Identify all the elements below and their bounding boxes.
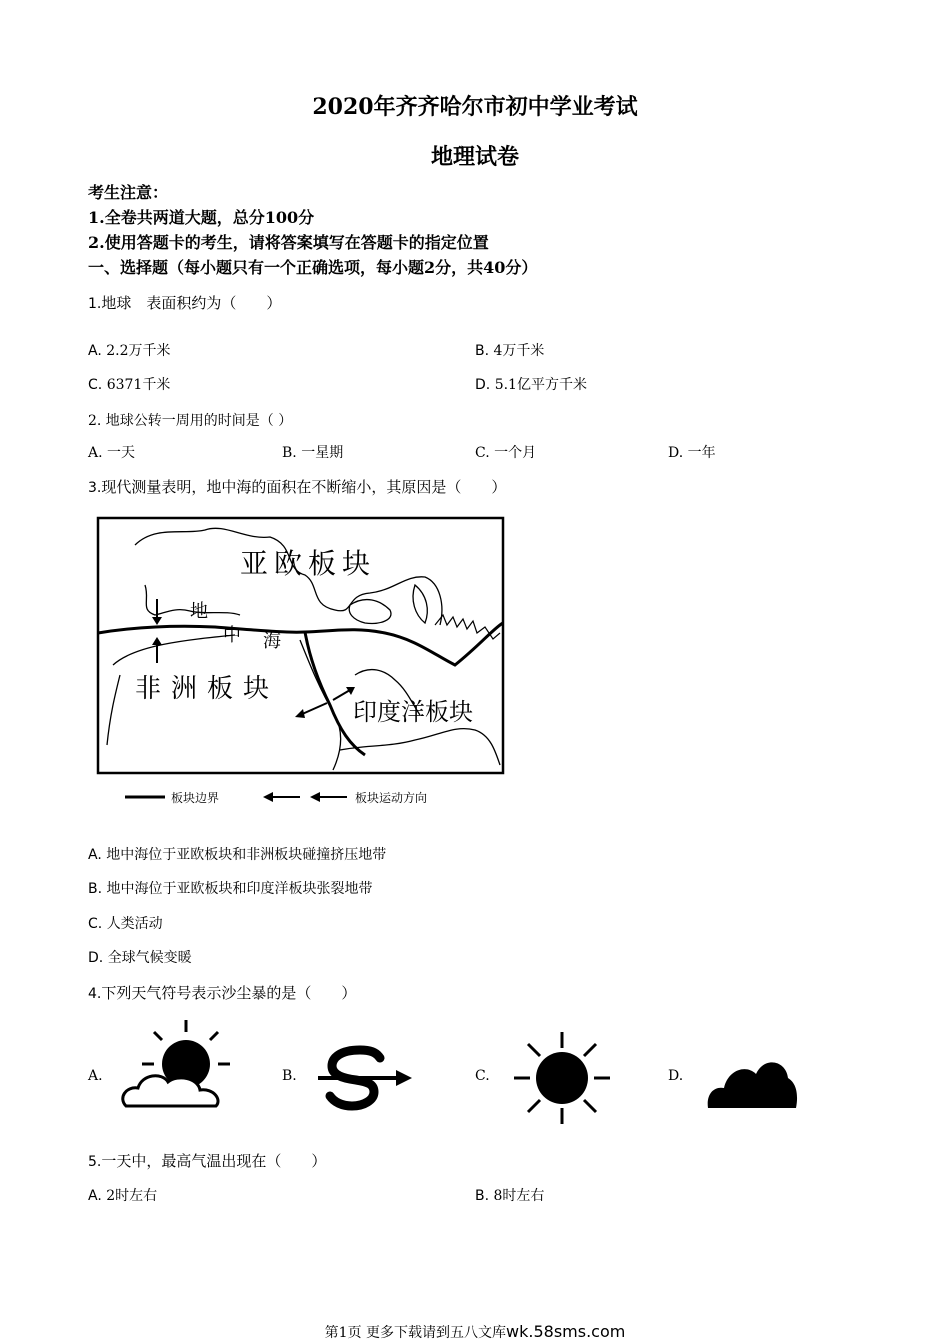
section-heading: 一、选择题（每小题只有一个正确选项，每小题2分，共40分） — [88, 258, 538, 277]
q4-option-c-label[interactable]: C. — [475, 1068, 490, 1084]
label-med-1: 地 — [190, 601, 208, 622]
exam-title: 2020年齐齐哈尔市初中学业考试 — [312, 94, 638, 120]
q1-option-c[interactable]: C. 6371千米 — [88, 377, 171, 393]
question-4 — [88, 982, 356, 1003]
sandstorm-icon[interactable] — [316, 1044, 412, 1116]
question-4-text: 下列天气符号表示沙尘暴的是（ ） — [101, 984, 357, 1002]
question-1-number: 1. — [88, 296, 102, 312]
legend-arrow-1-head — [263, 792, 273, 802]
question-3 — [88, 476, 506, 497]
label-eurasian-plate: 亚欧板块 — [240, 547, 377, 580]
footer-site-link[interactable]: wk.58sms.com — [506, 1322, 626, 1341]
q4-option-b-label[interactable]: B. — [282, 1068, 297, 1084]
label-med-3: 海 — [263, 631, 281, 652]
question-5-text: 一天中，最高气温出现在（ ） — [101, 1152, 327, 1170]
question-5 — [88, 1150, 326, 1171]
legend-arrow-2-head — [310, 792, 320, 802]
notice-line-2: 2.使用答题卡的考生，请将答案填写在答题卡的指定位置 — [88, 233, 489, 252]
cloudy-icon[interactable] — [706, 1050, 798, 1110]
sunny-icon[interactable] — [512, 1030, 612, 1126]
q5-option-a[interactable]: A. 2时左右 — [88, 1188, 158, 1204]
notice-line-1: 1.全卷共两道大题，总分100分 — [88, 208, 315, 227]
question-1-text: 地球 表面积约为（ ） — [101, 294, 282, 312]
q5-option-b[interactable]: B. 8时左右 — [475, 1188, 545, 1204]
q2-option-a[interactable]: A. 一天 — [88, 445, 136, 461]
q2-option-b[interactable]: B. 一星期 — [282, 445, 344, 461]
legend-motion-text: 板块运动方向 — [355, 791, 428, 805]
q2-option-c[interactable]: C. 一个月 — [475, 445, 537, 461]
q1-option-a[interactable]: A. 2.2万千米 — [88, 343, 171, 359]
page-footer — [0, 1322, 950, 1342]
label-med-2: 中 — [223, 625, 241, 646]
label-african-plate: 非洲板块 — [135, 674, 280, 704]
q3-option-d[interactable]: D. 全球气候变暖 — [88, 950, 192, 966]
q3-option-c[interactable]: C. 人类活动 — [88, 916, 163, 932]
legend-boundary-text: 板块边界 — [171, 791, 220, 805]
partly-cloudy-icon[interactable] — [118, 1018, 230, 1112]
q1-option-d[interactable]: D. 5.1亿平方千米 — [475, 377, 587, 393]
q1-option-b[interactable]: B. 4万千米 — [475, 343, 545, 359]
q4-option-a-label[interactable]: A. — [88, 1068, 103, 1084]
q3-option-a[interactable]: A. 地中海位于亚欧板块和非洲板块碰撞挤压地带 — [88, 847, 387, 863]
exam-subtitle: 地理试卷 — [430, 144, 519, 170]
q2-option-d[interactable]: D. 一年 — [668, 445, 716, 461]
question-4-number: 4. — [88, 986, 102, 1002]
q4-option-d-label[interactable]: D. — [668, 1068, 684, 1084]
q3-option-b[interactable]: B. 地中海位于亚欧板块和印度洋板块张裂地带 — [88, 881, 373, 897]
footer-text: 第1页 更多下载请到五八文库 — [324, 1325, 507, 1341]
question-3-number: 3. — [88, 480, 102, 496]
question-5-number: 5. — [88, 1154, 102, 1170]
question-3-text: 现代测量表明，地中海的面积在不断缩小，其原因是（ ） — [101, 478, 507, 496]
label-indian-plate: 印度洋板块 — [353, 698, 473, 726]
question-2: 2. 地球公转一周用的时间是（ ） — [88, 413, 293, 429]
plate-map — [95, 515, 510, 815]
question-1 — [88, 292, 281, 313]
notice-heading: 考生注意： — [88, 183, 169, 202]
